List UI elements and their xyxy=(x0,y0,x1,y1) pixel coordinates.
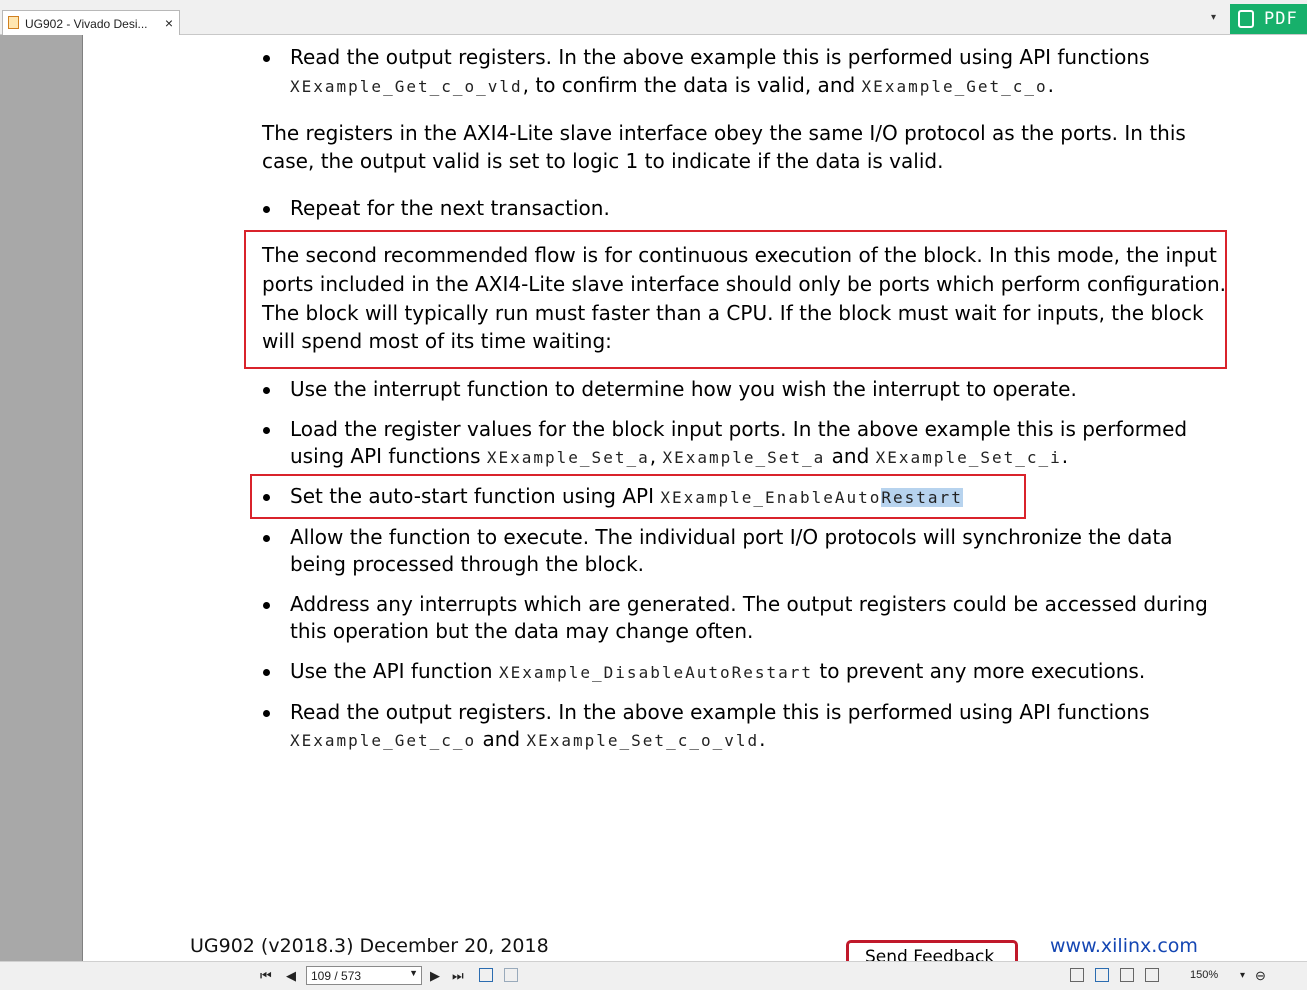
previous-page-icon[interactable]: ◀ xyxy=(286,968,296,983)
paragraph-2-line-1: The second recommended flow is for continuous execution of the block. In this mode, the input xyxy=(262,243,1217,267)
selected-text[interactable]: Restart xyxy=(881,488,963,507)
bullet-4-line-1: Load the register values for the block input ports. In the above example this is performed xyxy=(290,417,1188,441)
text-run: , xyxy=(649,444,663,468)
page-number-value: 109 / 573 xyxy=(311,969,362,983)
bullet-1-line-1: Read the output registers. In the above example this is performed using API functions xyxy=(290,45,1150,69)
zoom-level[interactable]: 150% xyxy=(1190,969,1219,981)
bullet-7-line-2: this operation but the data may change often. xyxy=(290,619,754,643)
paragraph-1-line-2: case, the output valid is set to logic 1 to indicate if the data is valid. xyxy=(262,149,944,173)
document-id: UG902 (v2018.3) December 20, 2018 xyxy=(190,935,549,957)
pdf-button-label: PDF xyxy=(1264,9,1298,29)
bullet-dot xyxy=(263,55,270,62)
next-view-icon[interactable] xyxy=(504,968,518,982)
bullet-8 xyxy=(290,657,1145,687)
previous-view-icon[interactable] xyxy=(479,968,493,982)
api-name: XExample_Get_c_o xyxy=(861,77,1048,96)
paragraph-1-line-1: The registers in the AXI4-Lite slave interface obey the same I/O protocol as the ports. In this xyxy=(262,121,1186,145)
facing-page-icon[interactable] xyxy=(1120,968,1134,982)
bullet-dot xyxy=(263,535,270,542)
bullet-6-line-1: Allow the function to execute. The individual port I/O protocols will synchronize the data xyxy=(290,525,1173,549)
api-name: XExample_Set_c_i xyxy=(875,448,1062,467)
paragraph-2-line-2: ports included in the AXI4-Lite slave interface should only be ports which perform configuration. xyxy=(262,272,1227,296)
api-name: XExample_Set_a xyxy=(486,448,650,467)
pdf-page xyxy=(83,35,1307,961)
bullet-3: Use the interrupt function to determine how you wish the interrupt to operate. xyxy=(290,377,1077,401)
bullet-dot xyxy=(263,387,270,394)
text-run: and xyxy=(825,444,876,468)
bullet-2: Repeat for the next transaction. xyxy=(290,196,610,220)
text-run: Use the API function xyxy=(290,659,499,683)
bullet-1-line-2 xyxy=(290,71,1054,101)
text-run: . xyxy=(1061,444,1069,468)
page-number-input[interactable] xyxy=(306,966,422,985)
tab-title: UG902 - Vivado Desi... xyxy=(25,17,148,31)
tab-list-dropdown[interactable]: ▾ xyxy=(1211,12,1217,23)
single-page-icon[interactable] xyxy=(1070,968,1084,982)
bullet-4-line-2 xyxy=(290,442,1068,472)
pdf-file-icon xyxy=(8,16,19,29)
text-run: . xyxy=(759,727,766,751)
bullet-5 xyxy=(290,482,963,512)
api-name: XExample_Set_a xyxy=(662,448,826,467)
text-run: using API functions xyxy=(290,444,487,468)
zoom-out-icon[interactable]: ⊖ xyxy=(1255,968,1266,983)
xilinx-link[interactable]: www.xilinx.com xyxy=(1050,935,1198,957)
bullet-7-line-1: Address any interrupts which are generated. The output registers could be accessed during xyxy=(290,592,1208,616)
text-run: to prevent any more executions. xyxy=(813,659,1146,683)
bullet-9-line-1: Read the output registers. In the above example this is performed using API functions xyxy=(290,700,1150,724)
bullet-9-line-2 xyxy=(290,725,765,755)
pdf-convert-button[interactable] xyxy=(1230,4,1307,34)
paragraph-2-line-3: The block will typically run must faster than a CPU. If the block must wait for inputs, the block xyxy=(262,301,1204,325)
api-name: XExample_Set_c_o_vld xyxy=(526,731,760,750)
tab-bar xyxy=(0,0,1307,35)
left-gutter xyxy=(0,35,83,961)
bullet-dot xyxy=(263,494,270,501)
paragraph-2-line-4: will spend most of its time waiting: xyxy=(262,329,612,353)
last-page-icon[interactable]: ⏭ xyxy=(452,968,464,983)
bullet-dot xyxy=(263,206,270,213)
continuous-page-icon[interactable] xyxy=(1095,968,1109,982)
bullet-dot xyxy=(263,669,270,676)
tab-close-button[interactable]: × xyxy=(164,15,173,31)
bullet-6-line-2: being processed through the block. xyxy=(290,552,645,576)
first-page-icon[interactable]: ⏮ xyxy=(260,968,272,983)
continuous-facing-icon[interactable] xyxy=(1145,968,1159,982)
send-feedback-label: Send Feedback xyxy=(865,947,995,961)
bullet-dot xyxy=(263,427,270,434)
bullet-dot xyxy=(263,710,270,717)
text-run: , to confirm the data is valid, and xyxy=(522,73,862,97)
chevron-down-icon[interactable]: ▼ xyxy=(409,968,418,978)
api-name: XExample_EnableAuto xyxy=(660,488,882,507)
text-run: . xyxy=(1047,73,1055,97)
zoom-dropdown-icon[interactable]: ▾ xyxy=(1240,970,1246,981)
send-feedback-button[interactable] xyxy=(846,940,1018,961)
api-name: XExample_Get_c_o xyxy=(290,731,477,750)
bullet-dot xyxy=(263,602,270,609)
status-bar xyxy=(0,961,1307,990)
pdf-convert-icon xyxy=(1238,10,1254,28)
document-tab[interactable] xyxy=(2,10,180,35)
text-run: Set the auto-start function using API xyxy=(290,484,661,508)
api-name: XExample_Get_c_o_vld xyxy=(290,77,523,96)
text-run: and xyxy=(476,727,527,751)
next-page-icon[interactable]: ▶ xyxy=(430,968,440,983)
api-name: XExample_DisableAutoRestart xyxy=(498,663,814,682)
